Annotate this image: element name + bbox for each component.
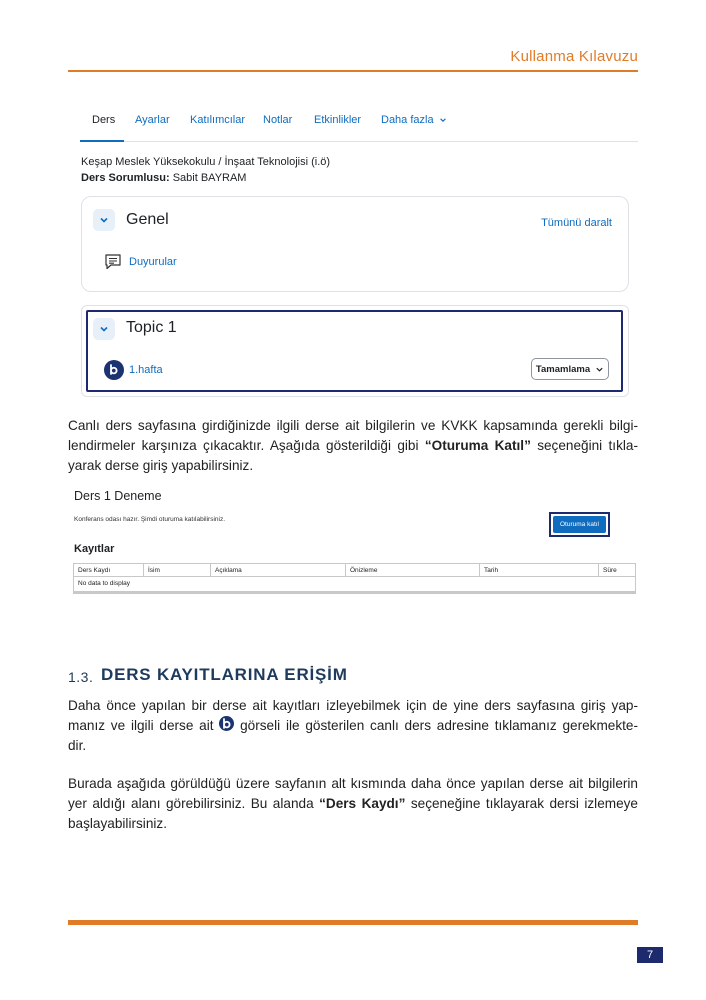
activity-link-1-hafta[interactable]: 1.hafta (129, 364, 163, 376)
completion-label: Tamamlama (535, 363, 591, 375)
paragraph-text: görseli ile gösterilen canlı ders adresine tıklamanız gerekmekte- (234, 718, 638, 733)
meeting-message: Konferans odası hazır. Şimdi oturuma katılabilirsiniz. (74, 516, 226, 523)
tab-etkinlikler[interactable]: Etkinlikler (314, 114, 362, 126)
forum-icon (104, 253, 122, 271)
course-path: Keşap Meslek Yüksekokulu / İnşaat Teknolojisi (i.ö) (81, 156, 331, 168)
table-header (74, 564, 635, 577)
column-header-sure[interactable]: Süre (598, 564, 635, 577)
tab-ayarlar[interactable]: Ayarlar (135, 114, 170, 126)
meeting-title: Ders 1 Deneme (74, 489, 162, 503)
paragraph-line: yarak derse giriş yapabilirsiniz. (68, 458, 254, 473)
paragraph-join-instructions (68, 416, 638, 476)
chevron-down-icon (98, 214, 110, 226)
column-header-ders-kaydi[interactable]: Ders Kaydı (78, 567, 111, 574)
chevron-down-icon (595, 365, 604, 374)
section-title: Genel (126, 211, 169, 228)
responsible-label: Ders Sorumlusu: (81, 172, 170, 184)
column-header-onizleme[interactable]: Önizleme (345, 564, 479, 577)
table-empty-message: No data to display (78, 580, 131, 587)
paragraph-text: seçeneğini tıkla- (530, 438, 638, 453)
paragraph-recording-area (68, 774, 638, 834)
tab-ders[interactable]: Ders (92, 114, 116, 126)
header-title: Kullanma Kılavuzu (510, 48, 638, 65)
bold-text: “Oturuma Katıl” (424, 438, 531, 453)
section-heading: DERS KAYITLARINA ERİŞİM (101, 665, 348, 684)
footer-rule (68, 920, 638, 925)
collapse-all-link[interactable]: Tümünü daralt (541, 217, 612, 229)
active-tab-underline (80, 140, 124, 142)
join-session-button[interactable]: Oturuma katıl (553, 516, 606, 533)
column-header-aciklama[interactable]: Açıklama (210, 564, 345, 577)
bold-text: “Ders Kaydı” (319, 796, 406, 811)
paragraph-line: Canlı ders sayfasına girdiğinizde ilgili derse ait bilgilerin ve KVKK kapsamında gerekli bilgi- (68, 418, 638, 433)
course-tabs (80, 102, 638, 142)
collapse-button[interactable] (93, 209, 115, 231)
tab-katilimcilar[interactable]: Katılımcılar (190, 114, 246, 126)
activity-link-duyurular[interactable]: Duyurular (129, 256, 177, 268)
header-rule (68, 70, 638, 72)
section-title: Topic 1 (126, 319, 177, 336)
paragraph-recordings-access (68, 696, 638, 756)
paragraph-text: manız ve ilgili derse ait (68, 718, 220, 733)
course-responsible (81, 172, 246, 184)
tab-daha-fazla-label: Daha fazla (381, 114, 434, 126)
chevron-down-icon (439, 116, 447, 124)
paragraph-line (68, 436, 638, 456)
paragraph-line: dir. (68, 738, 87, 753)
tab-daha-fazla[interactable] (381, 114, 447, 126)
recordings-title: Kayıtlar (74, 543, 115, 555)
section-card-genel (81, 196, 629, 292)
paragraph-line: başlayabilirsiniz. (68, 816, 167, 831)
page-number: 7 (637, 947, 663, 963)
bigbluebutton-icon (219, 716, 234, 731)
completion-dropdown[interactable] (531, 358, 609, 380)
paragraph-text: seçeneğine tıklayarak dersi izlemeye (405, 796, 638, 811)
section-number: 1.3. (68, 669, 94, 685)
paragraph-text: lendirmeler karşınıza çıkacaktır. Aşağıda gösterildiği gibi (68, 438, 425, 453)
paragraph-line: Daha önce yapılan bir derse ait kayıtları izleyebilmek için de yine ders sayfasına giriş yap- (68, 698, 638, 713)
paragraph-line (68, 794, 638, 814)
recordings-table (73, 563, 636, 594)
paragraph-text: yer aldığı alanı görebilirsiniz. Bu alanda (68, 796, 320, 811)
column-header-isim[interactable]: İsim (143, 564, 210, 577)
responsible-name: Sabit BAYRAM (172, 172, 247, 184)
paragraph-line (68, 716, 638, 736)
paragraph-line: Burada aşağıda görüldüğü üzere sayfanın alt kısmında daha önce yapılan derse ait bilgilerin (68, 776, 638, 791)
column-header-tarih[interactable]: Tarih (479, 564, 598, 577)
tab-notlar[interactable]: Notlar (263, 114, 293, 126)
